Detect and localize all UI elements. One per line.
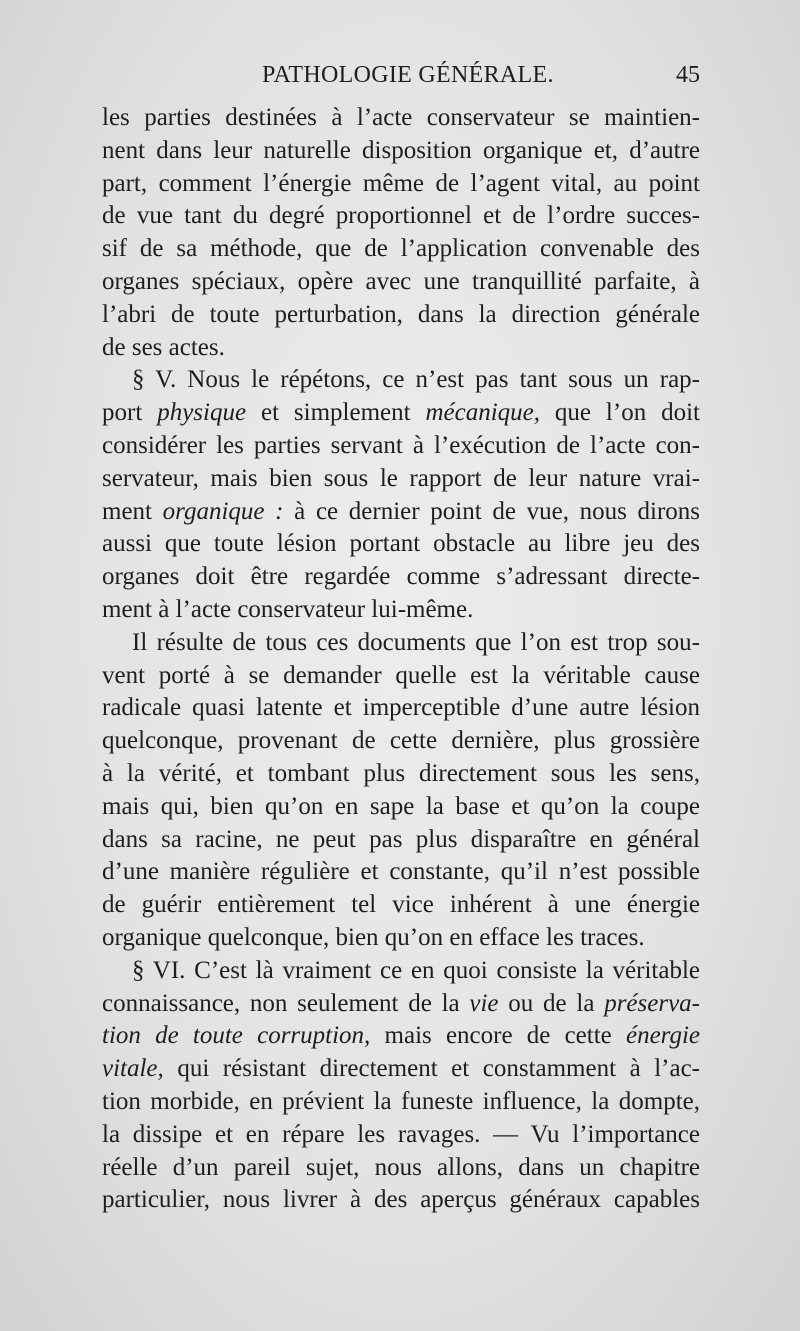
italic-text: préserva- xyxy=(604,989,700,1017)
text-run: que l’on doit xyxy=(540,399,700,427)
text-run: mais encore de cette xyxy=(370,1022,626,1050)
text-run: et simplement xyxy=(246,399,426,427)
text-line: de guérir entièrement tel vice inhérent à une énergie xyxy=(102,891,700,919)
italic-text: vie xyxy=(469,989,499,1017)
text-line: tion morbide, en prévient la funeste influence, la dompte, xyxy=(102,1087,700,1115)
page-number: 45 xyxy=(676,62,700,88)
text-line: Il résulte de tous ces documents que l’on est trop sou- xyxy=(132,628,700,656)
text-line xyxy=(102,988,700,1021)
text-run: qui résistant directement et constamment à l’ac- xyxy=(163,1055,700,1083)
text-line: vent porté à se demander quelle est la véritable cause xyxy=(102,661,700,689)
italic-text: énergie xyxy=(625,1022,701,1050)
body-text xyxy=(102,102,700,1217)
text-line: réelle d’un pareil sujet, nous allons, dans un chapitre xyxy=(102,1153,700,1181)
text-line: la dissipe et en répare les ravages. — Vu l’importance xyxy=(102,1120,700,1148)
text-line: de vue tant du degré proportionnel et de l’ordre succes- xyxy=(102,202,700,230)
italic-text: vitale, xyxy=(102,1055,164,1083)
text-line: particulier, nous livrer à des aperçus généraux capables xyxy=(102,1186,700,1214)
text-run: à ce dernier point de vue, nous dirons xyxy=(283,497,701,525)
text-run: ou de la xyxy=(498,989,605,1017)
text-line: § VI. C’est là vraiment ce en quoi consiste la véritable xyxy=(132,956,700,984)
italic-text: mécanique, xyxy=(425,399,541,427)
text-line: ment à l’acte conservateur lui-même. xyxy=(102,595,474,623)
text-line xyxy=(102,1020,700,1053)
text-line: d’une manière régulière et constante, qu’il n’est possible xyxy=(102,858,700,886)
text-line: l’abri de toute perturbation, dans la direction générale xyxy=(102,300,700,328)
text-line: part, comment l’énergie même de l’agent vital, au point xyxy=(102,169,700,197)
text-line: organes doit être regardée comme s’adressant directe- xyxy=(102,563,700,591)
italic-text: physique xyxy=(157,399,247,427)
text-line: mais qui, bien qu’on en sape la base et qu’on la coupe xyxy=(102,792,700,820)
page-header xyxy=(102,62,700,96)
text-run: ment xyxy=(102,497,163,525)
text-line: les parties destinées à l’acte conservateur se maintien- xyxy=(102,104,700,131)
text-line xyxy=(102,496,700,529)
text-line: dans sa racine, ne peut pas plus disparaître en général xyxy=(102,825,700,853)
text-run: connaissance, non seulement de la xyxy=(102,989,470,1017)
text-line: organique quelconque, bien qu’on en efface les traces. xyxy=(102,923,645,951)
text-line: considérer les parties servant à l’exécution de l’acte con- xyxy=(102,431,700,459)
text-run: port xyxy=(102,399,158,427)
text-line: § V. Nous le répétons, ce n’est pas tant sous un rap- xyxy=(132,366,700,394)
text-line: sif de sa méthode, que de l’application convenable des xyxy=(102,235,700,263)
text-line xyxy=(102,397,700,430)
text-line: servateur, mais bien sous le rapport de leur nature vrai- xyxy=(102,464,700,492)
text-line: organes spéciaux, opère avec une tranquillité parfaite, à xyxy=(102,267,700,295)
text-line: quelconque, provenant de cette dernière, plus grossière xyxy=(102,727,700,755)
italic-text: organique : xyxy=(162,497,284,525)
text-line: nent dans leur naturelle disposition organique et, d’autre xyxy=(102,136,700,164)
text-line: de ses actes. xyxy=(102,333,225,361)
text-line xyxy=(102,1053,700,1086)
text-line: à la vérité, et tombant plus directement sous les sens, xyxy=(102,759,700,787)
text-line: radicale quasi latente et imperceptible d’une autre lésion xyxy=(102,694,700,722)
italic-text: tion de toute corruption, xyxy=(102,1022,371,1050)
running-title: PATHOLOGIE GÉNÉRALE. xyxy=(262,62,554,88)
text-line: aussi que toute lésion portant obstacle au libre jeu des xyxy=(102,530,700,558)
